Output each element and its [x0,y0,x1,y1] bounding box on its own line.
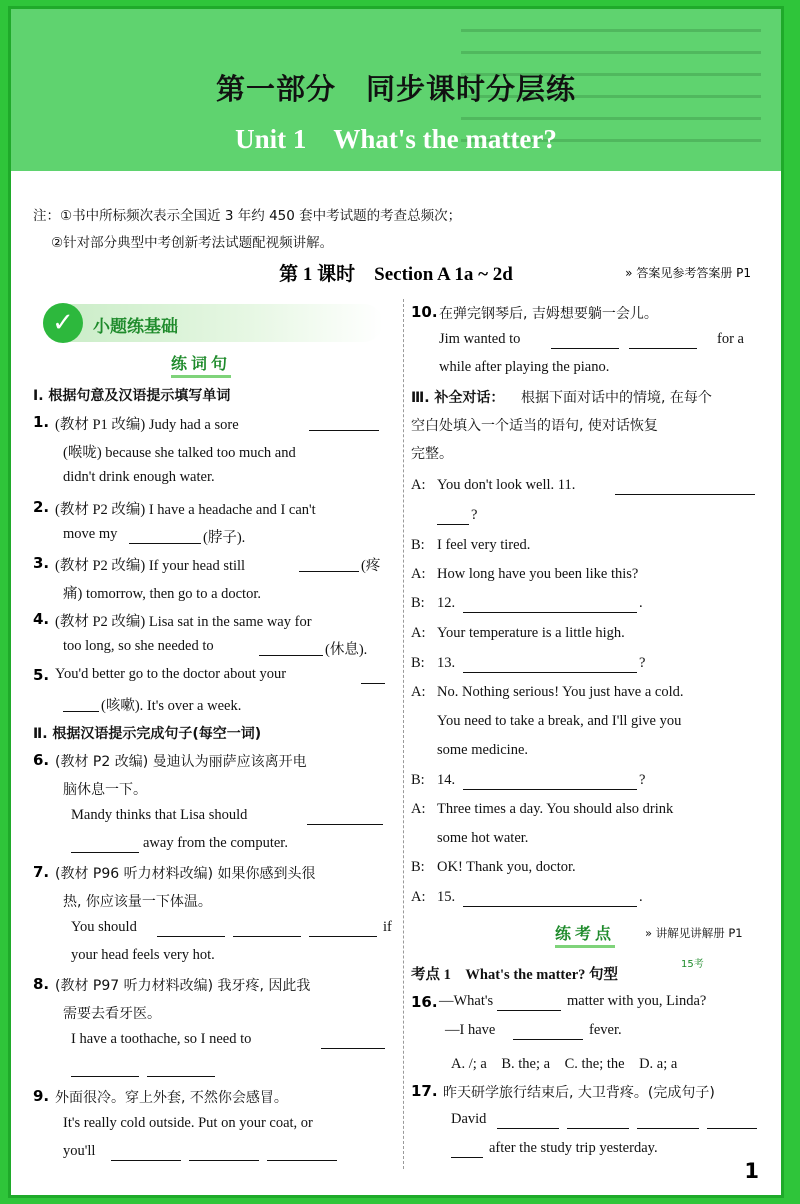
question-number: 1. [33,413,50,431]
part1-heading: Ⅰ. 根据句意及汉语提示填写单词 [33,388,231,404]
dialog-speaker: B: [411,772,425,788]
question-number: 17. [411,1082,438,1100]
kaodian-frequency: 15考 [681,959,704,970]
answer-blank[interactable] [299,570,359,572]
part2-heading: Ⅱ. 根据汉语提示完成句子(每空一词) [33,726,262,742]
dialog-line: some medicine. [437,742,529,758]
q7-line4: your head feels very hot. [71,947,215,963]
answer-blank[interactable] [71,851,139,853]
answer-blank[interactable] [307,823,383,825]
q4-line2a: too long, so she needed to [63,638,214,654]
answer-blank[interactable] [463,788,637,790]
dialog-line: You don't look well. 11. [437,477,576,493]
dialog-speaker: A: [411,566,426,582]
q16-line1a: —What's [439,993,494,1009]
q9-line3: you'll [63,1143,96,1159]
q8-line3: I have a toothache, so I need to [71,1031,252,1047]
dialog-speaker: A: [411,801,426,817]
answer-blank[interactable] [157,935,225,937]
page-number: 1 [744,1159,759,1183]
q5-line1: You'd better go to the doctor about your [55,666,287,682]
answer-blank[interactable] [259,654,323,656]
dialog-speaker: A: [411,889,426,905]
dialog-line: 13. [437,655,456,671]
practice-points-tag: 练考点 [555,921,615,948]
q16-line1b: matter with you, Linda? [567,993,707,1009]
dialog-speaker: B: [411,859,425,875]
answer-blank[interactable] [309,935,377,937]
dialog-line: How long have you been like this? [437,566,639,582]
part-title: 第一部分 同步课时分层练 [215,72,576,106]
answer-blank[interactable] [707,1127,757,1129]
dialog-speaker: B: [411,655,425,671]
question-number: 4. [33,610,50,628]
q5-line2: (咳嗽). It's over a week. [101,698,242,714]
answer-blank[interactable] [147,1075,215,1077]
answer-blank[interactable] [267,1159,337,1161]
q6-line1: (教材 P2 改编) 曼迪认为丽萨应该离开电 [55,754,307,770]
dialog-speaker: A: [411,477,426,493]
dialog-line: ? [471,507,478,523]
basics-badge-label: 小题练基础 [93,317,178,337]
practice-words-tag: 练词句 [171,351,231,378]
question-number: 2. [33,498,50,516]
question-number: 6. [33,751,50,769]
answer-blank[interactable] [615,493,755,495]
answer-blank[interactable] [129,542,201,544]
q10-line2a: Jim wanted to [439,331,521,347]
answer-blank[interactable] [513,1038,583,1040]
q1-line2: (喉咙) because she talked too much and [63,445,296,461]
q7-line2: 热, 你应该量一下体温。 [63,894,212,910]
unit-title: Unit 1 What's the matter? [235,124,557,154]
q16-line2b: fever. [589,1022,622,1038]
dialog-line: Three times a day. You should also drink [437,801,674,817]
dialog-line: OK! Thank you, doctor. [437,859,576,875]
q3-line2: 痛) tomorrow, then go to a doctor. [63,586,261,602]
q16-options: A. /; a B. the; a C. the; the D. a; a [451,1056,678,1072]
answer-blank[interactable] [309,429,379,431]
answer-blank[interactable] [111,1159,181,1161]
q17-line1: 昨天研学旅行结束后, 大卫背疼。(完成句子) [443,1085,715,1101]
q2-line2b: (脖子). [203,530,246,546]
question-number: 7. [33,863,50,881]
question-number: 10. [411,303,438,321]
q17-line2: David [451,1111,487,1127]
q10-line1: 在弹完钢琴后, 吉姆想要躺一会儿。 [439,306,658,322]
answer-blank[interactable] [551,347,619,349]
dialog-line: 12. [437,595,456,611]
dialog-line: Your temperature is a little high. [437,625,625,641]
q4-line2b: (休息). [325,642,368,658]
q1-line1: (教材 P1 改编) Judy had a sore [55,417,239,433]
note-line-2: ②针对部分典型中考创新考法试题配视频讲解。 [51,235,334,251]
q6-line2: 脑休息一下。 [63,782,147,798]
lesson-title: 第 1 课时 Section A 1a ~ 2d [279,264,513,285]
kaodian-title: 考点 1 What's the matter? 句型 [411,967,618,983]
q10-line2b: for a [717,331,744,347]
answer-blank[interactable] [497,1127,559,1129]
question-number: 3. [33,554,50,572]
part3-line1: 根据下面对话中的情境, 在每个 [521,390,712,406]
question-number: 8. [33,975,50,993]
q3-line1b: (疼 [361,558,381,574]
answer-blank[interactable] [629,347,697,349]
q17-line3: after the study trip yesterday. [489,1140,658,1156]
dialog-line: 14. [437,772,456,788]
q6-line4: away from the computer. [143,835,288,851]
answer-blank[interactable] [71,1075,139,1077]
answer-blank[interactable] [497,1009,561,1011]
column-divider [403,299,404,1169]
checkmark-icon: ✓ [43,303,83,343]
q8-line1: (教材 P97 听力材料改编) 我牙疼, 因此我 [55,978,311,994]
dialog-line: some hot water. [437,830,529,846]
q1-line3: didn't drink enough water. [63,469,215,485]
q9-line1: 外面很冷。穿上外套, 不然你会感冒。 [55,1090,288,1106]
dialog-line: I feel very tired. [437,537,531,553]
answer-reference: » 答案见参考答案册 P1 [625,266,751,280]
question-number: 5. [33,666,50,684]
answer-blank[interactable] [437,523,469,525]
part3-heading: Ⅲ. 补全对话： [411,390,505,406]
q2-line2a: move my [63,526,118,542]
dialog-speaker: A: [411,684,426,700]
dialog-speaker: B: [411,595,425,611]
q16-line2a: —I have [445,1022,496,1038]
q6-line3: Mandy thinks that Lisa should [71,807,248,823]
answer-blank[interactable] [233,935,301,937]
dialog-speaker: B: [411,537,425,553]
answer-blank[interactable] [637,1127,699,1129]
part3-line2: 空白处填入一个适当的语句, 使对话恢复 [411,418,658,434]
q4-line1: (教材 P2 改编) Lisa sat in the same way for [55,614,312,630]
chapter-header [11,9,781,171]
dialog-speaker: A: [411,625,426,641]
explain-reference: » 讲解见讲解册 P1 [645,926,743,940]
q7-line3b: if [383,919,392,935]
dialog-line: No. Nothing serious! You just have a cold. [437,684,684,700]
answer-blank[interactable] [451,1156,483,1158]
note-line-1: 注：①书中所标频次表示全国近 3 年约 450 套中考试题的考查总频次； [33,208,462,224]
answer-blank[interactable] [321,1047,385,1049]
answer-blank[interactable] [361,682,385,684]
answer-blank[interactable] [463,611,637,613]
answer-blank[interactable] [567,1127,629,1129]
dialog-line: You need to take a break, and I'll give you [437,713,682,729]
q3-line1a: (教材 P2 改编) If your head still [55,558,246,574]
dialog-line: 15. [437,889,456,905]
q2-line1: (教材 P2 改编) I have a headache and I can't [55,502,316,518]
answer-blank[interactable] [63,710,99,712]
workbook-page: 第一部分 同步课时分层练 Unit 1 What's the matter? 注：①书中所标频次表示全国近 3 年约 450 套中考试题的考查总频次； ②针对部分典型中考创新考法试题配视频讲解。 第 1 课时 Section A 1a ~ 2d » 答案见参考答案册 P1 ✓ 小题练基础 练词句 Ⅰ. 根据句意及汉语提示填写单词 1. (教材 P1 改编) Judy had a sore (喉咙) because she talked too much and didn't drink enough water. 2. (教材 P2 改编) I have a headache and I can't move my (脖子). 3. (教材 P2 改编) If your head still (疼 痛) tomorrow, then go to a doctor. 4. (教材 P2 改编) Lisa sat in the same way for too long, so she needed to (休息). 5. You'd better go to the doctor about your (咳嗽). It's over a week. Ⅱ. 根据汉语提示完成句子(每空一词) 6. (教材 P2 改编) 曼迪认为丽萨应该离开电 脑休息一下。 Mandy thinks that Lisa should away from the computer. 7. (教材 P96 听力材料改编) 如果你感到头很 热, 你应该量一下体温。 You should if your head feels very hot. 8. (教材 P97 听力材料改编) 我牙疼, 因此我 需要去看牙医。 I have a toothache, so I need to 9. 外面很冷。穿上外套, 不然你会感冒。 It's really cold outside. Put on your coat, or you'll 10. 在弹完钢琴后, 吉姆想要躺一会儿。 Jim wanted to for a while after playing the piano. Ⅲ. 补全对话： 根据下面对话中的情境, 在每个 空白处填入一个适当的语句, 使对话恢复 完整。 A: You don't look well. 11. ? B: I feel very tired. A: How long have you been like this? B: 12. . A: Your temperature is a little high. B: 13. ? A: No. Nothing serious! You just have a cold. You need to take a break, and I'll give you some medicine. B: 14. ? A: Three times a day. You should also drink some hot water. B: OK! Thank you, doctor. A: 15. . 练考点 » 讲解见讲解册 P1 考点 1 What's the matter? 句型 15考 16. —What's matter with you, Linda? —I have fever. A. /; a B. the; a C. the; the D. a; a 17. 昨天研学旅行结束后, 大卫背疼。(完成句子) David after the study trip yesterday. 1 [8,6,784,1198]
answer-blank[interactable] [463,671,637,673]
answer-blank[interactable] [189,1159,259,1161]
q10-line3: while after playing the piano. [439,359,610,375]
q7-line3a: You should [71,919,137,935]
question-number: 16. [411,993,438,1011]
question-number: 9. [33,1087,50,1105]
q7-line1: (教材 P96 听力材料改编) 如果你感到头很 [55,866,316,882]
q9-line2: It's really cold outside. Put on your coat, or [63,1115,313,1131]
answer-blank[interactable] [463,905,637,907]
q8-line2: 需要去看牙医。 [63,1006,161,1022]
part3-line3: 完整。 [411,446,453,462]
